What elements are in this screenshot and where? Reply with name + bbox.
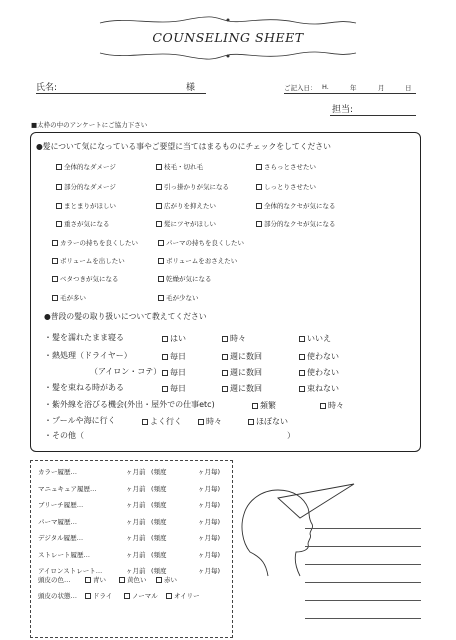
- checkbox-label: 青い: [93, 576, 106, 584]
- page-title: COUNSELING SHEET: [152, 30, 304, 45]
- checkbox-box[interactable]: [158, 276, 164, 282]
- treatment-history-label: マニュキュア履歴…: [38, 484, 97, 493]
- concern-checkbox[interactable]: [158, 293, 199, 302]
- checkbox-box[interactable]: [256, 221, 262, 227]
- frequency-label: (頻度: [151, 550, 167, 559]
- habit-option-checkbox[interactable]: [222, 367, 262, 378]
- checkbox-label: 黄色い: [127, 576, 147, 584]
- frequency-label: (頻度: [151, 484, 167, 493]
- scalp-color-label: 頭皮の色…: [38, 576, 71, 584]
- concern-checkbox[interactable]: [156, 201, 216, 210]
- checkbox-box[interactable]: [162, 386, 168, 392]
- months-ago-label: ヶ月前: [126, 468, 146, 476]
- checkbox-label: 使わない: [307, 352, 339, 361]
- concern-checkbox[interactable]: [256, 162, 316, 171]
- checkbox-box[interactable]: [156, 184, 162, 190]
- habit-option-checkbox[interactable]: [142, 416, 182, 427]
- concern-checkbox[interactable]: [256, 201, 336, 210]
- months-ago-label: ヶ月前: [126, 484, 146, 493]
- name-label: 氏名:: [36, 83, 58, 93]
- concern-checkbox[interactable]: [256, 182, 316, 191]
- treatment-history-label: カラー履歴…: [38, 468, 77, 476]
- checkbox-label: 毛が少ない: [166, 294, 199, 302]
- concern-checkbox[interactable]: [158, 256, 237, 265]
- months-ago-label: ヶ月前: [126, 534, 146, 542]
- checkbox-label: よく行く: [150, 417, 182, 426]
- checkbox-label: 部分的なクセが気になる: [264, 220, 336, 228]
- concern-checkbox[interactable]: [52, 274, 119, 283]
- note-line-6[interactable]: [305, 618, 421, 619]
- checkbox-box[interactable]: [222, 354, 228, 360]
- checkbox-label: いいえ: [307, 334, 331, 343]
- checkbox-label: 頻繁: [260, 401, 276, 410]
- checkbox-box[interactable]: [256, 203, 262, 209]
- checkbox-box[interactable]: [85, 593, 91, 599]
- staff-underline[interactable]: [330, 115, 416, 116]
- habit-option-checkbox[interactable]: [222, 383, 262, 394]
- checkbox-box[interactable]: [156, 164, 162, 170]
- treatment-history-label: ブリーチ履歴…: [38, 501, 84, 509]
- note-line-3[interactable]: [305, 564, 421, 565]
- habit-question-label: ・髪を濡れたまま寝る: [44, 333, 124, 342]
- checkbox-box[interactable]: [52, 258, 58, 264]
- note-line-5[interactable]: [305, 600, 421, 601]
- frequency-label: (頻度: [151, 567, 167, 575]
- checkbox-label: 引っ掛かりが気になる: [164, 183, 229, 191]
- frequency-label: (頻度: [151, 517, 167, 526]
- per-months-label: ヶ月毎): [198, 501, 221, 509]
- checkbox-box[interactable]: [299, 336, 305, 342]
- per-months-label: ヶ月毎): [198, 534, 221, 542]
- checkbox-label: カラーの持ちを良くしたい: [60, 239, 138, 247]
- checkbox-label: 毎日: [170, 384, 186, 393]
- checkbox-label: 重さが気になる: [64, 220, 110, 228]
- concern-checkbox[interactable]: [56, 162, 116, 171]
- per-months-label: ヶ月毎): [198, 567, 221, 575]
- checkbox-box[interactable]: [156, 203, 162, 209]
- checkbox-label: 全体的なダメージ: [64, 163, 116, 171]
- habit-option-checkbox[interactable]: [299, 333, 331, 344]
- checkbox-box[interactable]: [162, 336, 168, 342]
- per-months-label: ヶ月毎): [198, 550, 221, 559]
- checkbox-box[interactable]: [222, 370, 228, 376]
- checkbox-box[interactable]: [299, 386, 305, 392]
- checkbox-box[interactable]: [158, 295, 164, 301]
- concern-checkbox[interactable]: [52, 256, 125, 265]
- concern-checkbox[interactable]: [56, 201, 116, 210]
- checkbox-box[interactable]: [56, 203, 62, 209]
- checkbox-label: 乾燥が気になる: [166, 275, 212, 283]
- checkbox-label: オイリー: [174, 592, 200, 600]
- scalp-state-label: 頭皮の状態…: [38, 592, 77, 600]
- scalp-color-checkbox[interactable]: [119, 575, 147, 584]
- habit-option-checkbox[interactable]: [222, 351, 262, 362]
- months-ago-label: ヶ月前: [126, 501, 146, 509]
- habit-option-checkbox[interactable]: [299, 351, 339, 362]
- checkbox-box[interactable]: [119, 577, 125, 583]
- date-month: 月: [378, 84, 385, 92]
- checkbox-label: 枝毛・切れ毛: [164, 163, 203, 171]
- note-line-4[interactable]: [305, 582, 421, 583]
- other-label: ・その他（: [44, 431, 84, 440]
- checkbox-box[interactable]: [52, 240, 58, 246]
- checkbox-box[interactable]: [256, 164, 262, 170]
- title-ornament-top: [95, 14, 361, 28]
- checkbox-box[interactable]: [166, 593, 172, 599]
- checkbox-box[interactable]: [320, 403, 326, 409]
- checkbox-box[interactable]: [198, 419, 204, 425]
- checkbox-box[interactable]: [256, 184, 262, 190]
- per-months-label: ヶ月毎): [198, 468, 221, 476]
- checkbox-box[interactable]: [56, 221, 62, 227]
- checkbox-label: 時々: [206, 417, 222, 426]
- concern-checkbox[interactable]: [156, 162, 203, 171]
- checkbox-label: 週に数回: [230, 368, 262, 377]
- habit-option-checkbox[interactable]: [252, 400, 276, 411]
- checkbox-label: 髪にツヤがほしい: [164, 220, 216, 228]
- habit-option-checkbox[interactable]: [162, 383, 186, 394]
- date-underline[interactable]: [284, 93, 416, 94]
- checkbox-label: 時々: [230, 334, 246, 343]
- other-close: ）: [287, 431, 295, 440]
- checkbox-box[interactable]: [124, 593, 130, 599]
- treatment-history-label: パーマ履歴…: [38, 517, 77, 526]
- habit-option-checkbox[interactable]: [248, 416, 288, 427]
- scalp-color-checkbox[interactable]: [156, 575, 177, 584]
- checkbox-box[interactable]: [142, 419, 148, 425]
- checkbox-label: 毎日: [170, 368, 186, 377]
- sama-label: 様: [186, 83, 196, 93]
- habit-question-label: ・紫外線を浴びる機会(外出・屋外での仕事etc): [44, 400, 215, 409]
- habit-option-checkbox[interactable]: [222, 333, 246, 344]
- concern-checkbox[interactable]: [158, 238, 244, 247]
- checkbox-label: ノーマル: [132, 592, 158, 600]
- checkbox-label: 広がりを抑えたい: [164, 202, 216, 210]
- habit-option-checkbox[interactable]: [320, 400, 344, 411]
- checkbox-label: しっとりさせたい: [264, 183, 316, 191]
- concern-checkbox[interactable]: [56, 182, 116, 191]
- habit-option-checkbox[interactable]: [162, 333, 186, 344]
- note-line-2[interactable]: [305, 546, 421, 547]
- checkbox-label: まとまりがほしい: [64, 202, 116, 210]
- checkbox-label: 時々: [328, 401, 344, 410]
- checkbox-box[interactable]: [158, 258, 164, 264]
- checkbox-box[interactable]: [56, 184, 62, 190]
- scalp-state-checkbox[interactable]: [85, 591, 112, 600]
- habit-question-label: ・プールや海に行く: [44, 416, 116, 425]
- concern-checkbox[interactable]: [52, 293, 86, 302]
- checkbox-label: ボリュームをおさえたい: [166, 257, 238, 265]
- concern-checkbox[interactable]: [156, 219, 216, 228]
- habit-question-label: ・熱処理（ドライヤー）: [44, 351, 132, 360]
- per-months-label: ヶ月毎): [198, 517, 221, 526]
- checkbox-label: ボリュームを出したい: [60, 257, 125, 265]
- checkbox-label: パーマの持ちを良くしたい: [166, 239, 244, 247]
- checkbox-box[interactable]: [56, 164, 62, 170]
- treatment-history-label: アイロンストレート…: [38, 567, 103, 575]
- frequency-label: (頻度: [151, 468, 167, 476]
- habit-question-label: ・髪を束ねる時がある: [44, 383, 124, 392]
- checkbox-box[interactable]: [156, 221, 162, 227]
- frequency-label: (頻度: [151, 501, 167, 509]
- checkbox-box[interactable]: [162, 354, 168, 360]
- note-line-1[interactable]: [305, 528, 421, 529]
- habit-option-checkbox[interactable]: [299, 383, 339, 394]
- name-underline[interactable]: [36, 93, 206, 94]
- scalp-state-checkbox[interactable]: [124, 591, 158, 600]
- months-ago-label: ヶ月前: [126, 517, 146, 526]
- concern-checkbox[interactable]: [52, 238, 138, 247]
- checkbox-label: 週に数回: [230, 352, 262, 361]
- months-ago-label: ヶ月前: [126, 550, 146, 559]
- staff-label: 担当:: [332, 105, 354, 115]
- checkbox-box[interactable]: [52, 295, 58, 301]
- scalp-color-checkbox[interactable]: [85, 575, 106, 584]
- checkbox-label: 赤い: [164, 576, 177, 584]
- checkbox-label: 毎日: [170, 352, 186, 361]
- checkbox-box[interactable]: [248, 419, 254, 425]
- checkbox-label: 使わない: [307, 368, 339, 377]
- concern-checkbox[interactable]: [56, 219, 110, 228]
- checkbox-box[interactable]: [299, 354, 305, 360]
- concern-checkbox[interactable]: [158, 274, 212, 283]
- checkbox-box[interactable]: [156, 577, 162, 583]
- checkbox-label: 束ねない: [307, 384, 339, 393]
- checkbox-box[interactable]: [162, 370, 168, 376]
- date-day: 日: [405, 84, 412, 92]
- date-era: H.: [322, 83, 329, 91]
- checkbox-box[interactable]: [252, 403, 258, 409]
- checkbox-box[interactable]: [222, 336, 228, 342]
- section2-heading: ●普段の髪の取り扱いについて教えてください: [44, 312, 207, 321]
- checkbox-label: はい: [170, 334, 186, 343]
- months-ago-label: ヶ月前: [126, 567, 146, 575]
- treatment-history-label: デジタル履歴…: [38, 534, 84, 542]
- checkbox-label: ドライ: [93, 592, 113, 600]
- date-year: 年: [350, 84, 357, 92]
- checkbox-box[interactable]: [52, 276, 58, 282]
- habit-option-checkbox[interactable]: [162, 367, 186, 378]
- checkbox-box[interactable]: [222, 386, 228, 392]
- habit-question-label: （アイロン・コテ）: [90, 367, 162, 376]
- scalp-state-checkbox[interactable]: [166, 591, 200, 600]
- checkbox-label: 部分的なダメージ: [64, 183, 116, 191]
- checkbox-label: ほぼない: [256, 417, 288, 426]
- checkbox-label: 週に数回: [230, 384, 262, 393]
- date-label: ご記入日：: [284, 84, 317, 92]
- notice-text: ■太枠の中のアンケートにご協力下さい: [31, 121, 148, 129]
- concern-checkbox[interactable]: [156, 182, 229, 191]
- title-ornament-bottom: [95, 48, 361, 62]
- treatment-history-label: ストレート履歴…: [38, 550, 90, 559]
- checkbox-label: ベタつきが気になる: [60, 275, 119, 283]
- section1-heading: ●髪について気になっている事やご要望に当てはまるものにチェックをしてください: [36, 142, 331, 151]
- checkbox-box[interactable]: [158, 240, 164, 246]
- checkbox-label: さらっとさせたい: [264, 163, 316, 171]
- habit-option-checkbox[interactable]: [299, 367, 339, 378]
- frequency-label: (頻度: [151, 534, 167, 542]
- checkbox-box[interactable]: [299, 370, 305, 376]
- checkbox-box[interactable]: [85, 577, 91, 583]
- concern-checkbox[interactable]: [256, 219, 336, 228]
- checkbox-label: 全体的なクセが気になる: [264, 202, 336, 210]
- habit-option-checkbox[interactable]: [162, 351, 186, 362]
- checkbox-label: 毛が多い: [60, 294, 86, 302]
- per-months-label: ヶ月毎): [198, 484, 221, 493]
- habit-option-checkbox[interactable]: [198, 416, 222, 427]
